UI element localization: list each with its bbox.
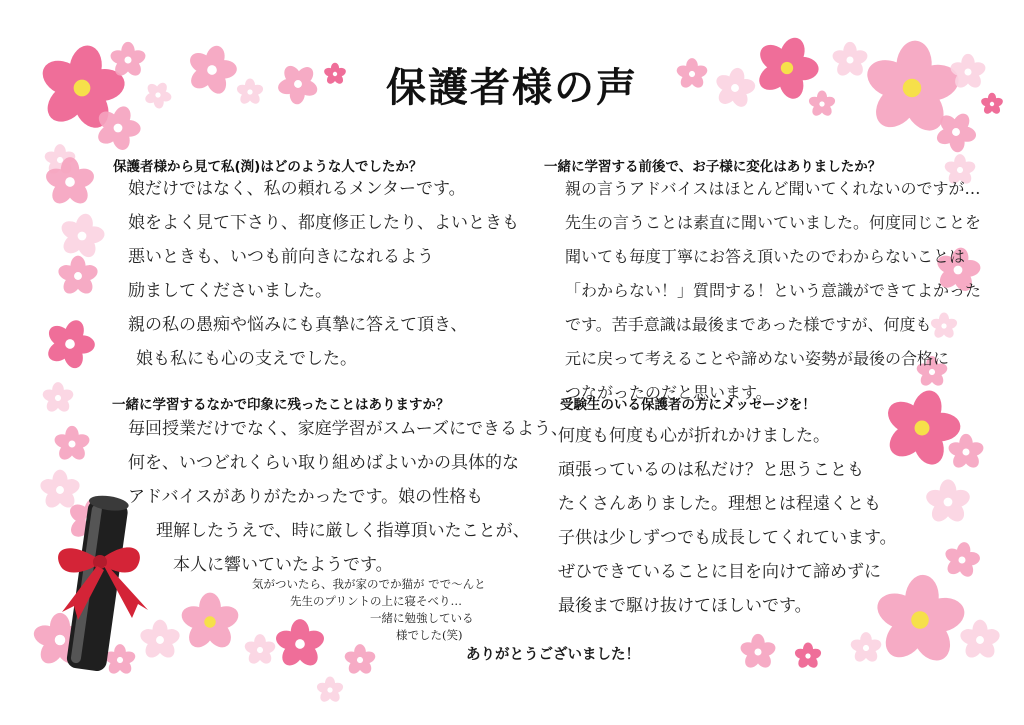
answer-line: 親の言うアドバイスはほとんど聞いてくれないのですが… xyxy=(565,179,981,198)
blossom-center-icon xyxy=(257,647,263,653)
blossom-center-icon xyxy=(156,636,164,644)
section-2-question: 一緒に学習するなかで印象に残ったことはありますか？ xyxy=(112,397,450,413)
blossom-center-icon xyxy=(357,657,363,663)
answer-line: です。苦手意識は最後まであった様ですが、何度も xyxy=(565,315,932,334)
answer-line: 聞いても毎度丁寧にお答え頂いたのでわからないことは xyxy=(565,247,966,266)
blossom-center-icon xyxy=(976,636,984,644)
answer-line: 本人に響いていたようです。 xyxy=(173,555,393,575)
answer-line: 子供は少しずつでも成長してくれています。 xyxy=(558,528,897,548)
blossom-center-icon xyxy=(65,177,75,187)
answer-line: 娘だけではなく、私の頼れるメンターです。 xyxy=(128,179,466,199)
blossom-center-icon xyxy=(55,635,66,646)
answer-line: 娘をよく見て下さり、都度修正したり、よいときも xyxy=(128,213,519,233)
answer-line: たくさんありました。理想とは程遠くとも xyxy=(558,494,881,514)
answer-line: 何を、いつどれくらい取り組めばよいかの具体的な xyxy=(128,453,519,473)
note-line: 気がついたら、我が家のでか猫が でで〜んと xyxy=(252,577,486,591)
blossom-center-icon xyxy=(958,556,965,563)
section-3-question: 一緒に学習する前後で、お子様に変化はありましたか？ xyxy=(544,159,882,175)
blossom-center-icon xyxy=(74,272,82,280)
blossom-center-icon xyxy=(57,157,63,163)
blossom-center-icon xyxy=(805,653,810,658)
blossom-center-icon xyxy=(952,128,960,136)
answer-line: 「わからない！」質問する！という意識ができてよかった xyxy=(565,281,982,300)
blossom-center-icon xyxy=(68,440,75,447)
answer-line: 悪いときも、いつも前向きになれるよう xyxy=(128,247,434,267)
blossom-center-icon xyxy=(117,657,123,663)
answer-line: 毎回授業だけでなく、家庭学習がスムーズにできるよう、 xyxy=(128,419,568,439)
answer-line: ぜひできていることに目を向けて諦めずに xyxy=(558,562,881,582)
blossom-center-icon xyxy=(327,687,332,692)
blossom-center-icon xyxy=(944,498,953,507)
section-4-question: 受験生のいる保護者の方にメッセージを！ xyxy=(560,397,816,413)
blossom-center-icon xyxy=(78,232,87,241)
blossom-center-icon xyxy=(56,486,64,494)
answer-line: 頑張っているのは私だけ？と思うことも xyxy=(558,460,864,480)
answer-line: 励ましてくださいました。 xyxy=(128,281,332,301)
blossom-center-icon xyxy=(65,339,75,349)
blossom-center-icon xyxy=(114,124,123,133)
answer-line: つながったのだと思います。 xyxy=(565,383,772,402)
answer-line: 最後まで駆け抜けてほしいです。 xyxy=(558,596,812,616)
section-2-answer xyxy=(128,412,568,582)
answer-line: 元に戻って考えることや諦めない姿勢が最後の合格に xyxy=(565,349,950,368)
section-1-question: 保護者様から見て私(渕)はどのような人でしたか？ xyxy=(113,159,423,175)
closing-thanks: ありがとうございました！ xyxy=(466,647,640,663)
blossom-center-icon xyxy=(915,421,930,436)
answer-line: 娘も私にも心の支えでした。 xyxy=(136,349,357,369)
cat-anecdote-note xyxy=(252,576,486,644)
section-3-answer xyxy=(565,172,981,410)
answer-line: 親の私の愚痴や悩みにも真摯に答えて頂き、 xyxy=(128,315,468,335)
blossom-center-icon xyxy=(863,645,869,651)
note-line: 一緒に勉強している xyxy=(370,611,474,625)
blossom-center-icon xyxy=(911,611,929,629)
answer-line: 何度も何度も心が折れかけました。 xyxy=(558,426,830,446)
note-line: 様でした(笑) xyxy=(396,628,463,642)
answer-line: 先生の言うことは素直に聞いていました。何度同じことを xyxy=(565,213,982,232)
page-title: 保護者様の声 xyxy=(386,65,638,111)
blossom-center-icon xyxy=(962,448,969,455)
answer-line: アドバイスがありがたかったです。娘の性格も xyxy=(128,487,484,507)
answer-line: 理解したうえで、時に厳しく指導頂いたことが、 xyxy=(156,521,530,541)
blossom-center-icon xyxy=(204,616,215,627)
section-4-answer xyxy=(558,420,897,624)
blossom-center-icon xyxy=(754,648,761,655)
blossom-center-icon xyxy=(55,395,61,401)
note-line: 先生のプリントの上に寝そべり… xyxy=(290,594,463,608)
section-1-answer xyxy=(128,172,519,376)
